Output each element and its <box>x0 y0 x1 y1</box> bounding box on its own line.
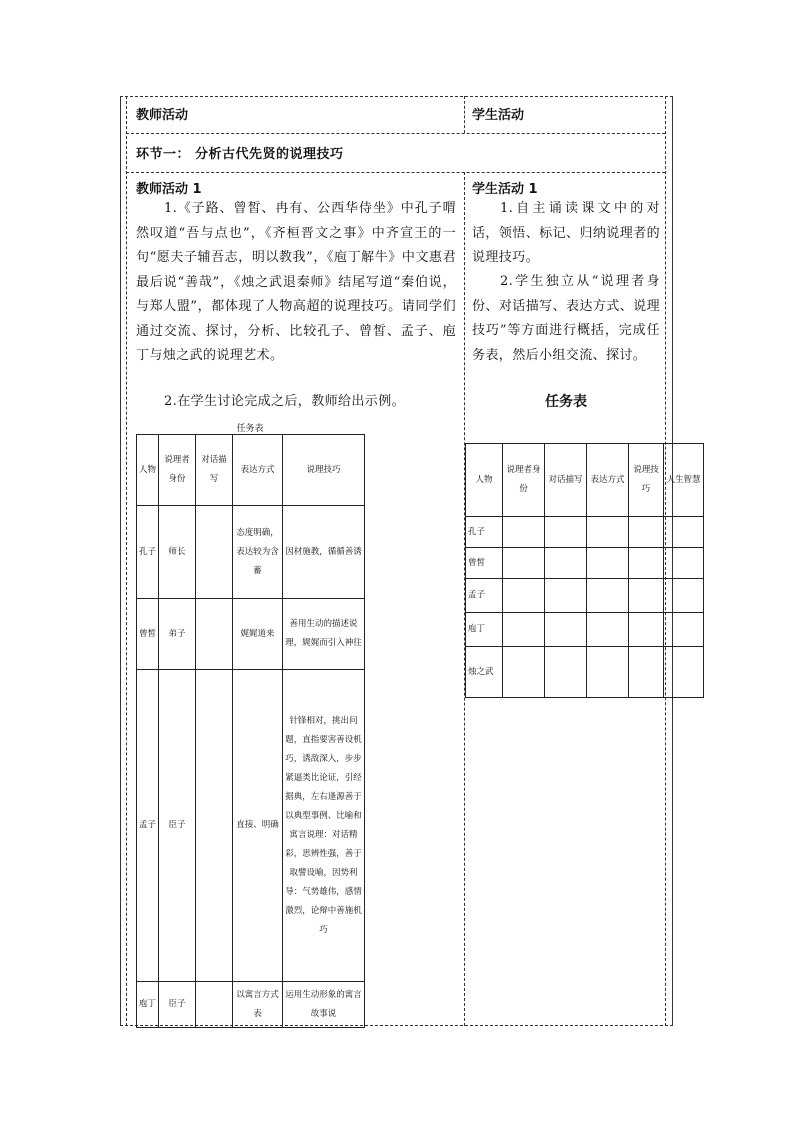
cell-person: 庖丁 <box>137 982 159 1028</box>
student-task-table <box>465 443 704 698</box>
student-table-caption: 任务表 <box>545 394 587 410</box>
blank-cell[interactable] <box>503 613 545 647</box>
th-dialogue: 对话描写 <box>545 444 587 517</box>
blank-cell[interactable] <box>664 647 704 698</box>
cell-dialogue <box>196 599 233 670</box>
th-identity: 说理者身份 <box>159 435 196 506</box>
cell-person: 孟子 <box>137 670 159 982</box>
blank-cell[interactable] <box>587 647 629 698</box>
cell-expression: 娓娓道来 <box>233 599 283 670</box>
blank-cell[interactable] <box>629 613 664 647</box>
th-identity: 说理者身份 <box>503 444 545 517</box>
header-student: 学生活动 <box>472 108 525 123</box>
section-title: 环节一： 分析古代先贤的说理技巧 <box>136 147 344 162</box>
blank-cell[interactable] <box>545 647 587 698</box>
cell-identity: 师长 <box>159 506 196 599</box>
th-person: 人物 <box>137 435 159 506</box>
teacher-table-caption: 任务表 <box>236 424 264 434</box>
cell-dialogue <box>196 982 233 1028</box>
blank-cell[interactable] <box>664 517 704 548</box>
table-row <box>137 506 365 599</box>
th-skill: 说理技巧 <box>629 444 664 517</box>
cell-expression: 以寓言方式表 <box>233 982 283 1028</box>
th-person: 人物 <box>466 444 503 517</box>
teacher-para-1: 1.《子路、曾皙、冉有、公西华侍坐》中孔子喟然叹道“吾与点也”，《齐桓晋文之事》中齐宣王的一句“愿夫子辅吾志，明以教我”，《庖丁解牛》中文惠君最后说“善哉”，《烛之武退秦师》结尾写道“秦伯说，与郑人盟”，都体现了人物高超的说理技巧。请同学们通过交流、探讨，分析、比较孔子、曾皙、孟子、庖丁与烛之武的说理艺术。 <box>136 201 456 363</box>
frame-left-outer <box>120 96 121 1026</box>
cell-identity: 臣子 <box>159 982 196 1028</box>
blank-cell[interactable] <box>587 613 629 647</box>
blank-cell[interactable] <box>545 517 587 548</box>
th-dialogue: 对话描写 <box>196 435 233 506</box>
table-row <box>466 613 704 647</box>
frame-left-inner <box>126 96 127 1026</box>
cell-dialogue <box>196 670 233 982</box>
cell-skill: 因材施教，循循善诱 <box>283 506 365 599</box>
table-row <box>137 982 365 1028</box>
table-row <box>466 647 704 698</box>
header-teacher: 教师活动 <box>136 108 189 123</box>
hline-section-bottom <box>126 172 665 173</box>
student-para-1: 1.自主诵读课文中的对话，领悟、标记、归纳说理者的说理技巧。 <box>472 201 660 265</box>
blank-cell[interactable] <box>503 579 545 613</box>
table-row <box>466 548 704 579</box>
teacher-para-2: 2.在学生讨论完成之后，教师给出示例。 <box>164 394 406 409</box>
cell-person: 孟子 <box>466 579 503 613</box>
table-row <box>466 517 704 548</box>
blank-cell[interactable] <box>587 517 629 548</box>
blank-cell[interactable] <box>545 613 587 647</box>
table-row <box>137 599 365 670</box>
cell-identity: 弟子 <box>159 599 196 670</box>
th-expression: 表达方式 <box>233 435 283 506</box>
blank-cell[interactable] <box>664 548 704 579</box>
teacher-task-table <box>136 434 365 1028</box>
cell-person: 孔子 <box>466 517 503 548</box>
cell-identity: 臣子 <box>159 670 196 982</box>
student-para-2: 2.学生独立从“说理者身份、对话描写、表达方式、说理技巧”等方面进行概括，完成任务表，然后小组交流、探讨。 <box>472 274 660 363</box>
cell-person: 孔子 <box>137 506 159 599</box>
cell-dialogue <box>196 506 233 599</box>
blank-cell[interactable] <box>664 613 704 647</box>
blank-cell[interactable] <box>629 517 664 548</box>
blank-cell[interactable] <box>545 579 587 613</box>
blank-cell[interactable] <box>503 548 545 579</box>
blank-cell[interactable] <box>545 548 587 579</box>
blank-cell[interactable] <box>503 517 545 548</box>
cell-expression: 直接、明确 <box>233 670 283 982</box>
blank-cell[interactable] <box>629 579 664 613</box>
cell-expression: 态度明确，表达较为含蓄 <box>233 506 283 599</box>
cell-skill: 运用生动形象的寓言故事说 <box>283 982 365 1028</box>
cell-person: 曾皙 <box>137 599 159 670</box>
blank-cell[interactable] <box>587 579 629 613</box>
blank-cell[interactable] <box>587 548 629 579</box>
blank-cell[interactable] <box>664 579 704 613</box>
table-row <box>137 670 365 982</box>
teacher-activity-title: 教师活动 1 <box>136 182 202 197</box>
hline-header-bottom <box>126 133 665 134</box>
student-activity-title: 学生活动 1 <box>472 182 538 197</box>
blank-cell[interactable] <box>629 548 664 579</box>
column-divider-top <box>464 96 465 133</box>
cell-person: 曾皙 <box>466 548 503 579</box>
cell-skill: 善用生动的描述说理，娓娓而引入神往 <box>283 599 365 670</box>
table-row <box>466 579 704 613</box>
th-expression: 表达方式 <box>587 444 629 517</box>
th-wisdom: 人生智慧 <box>664 444 704 517</box>
blank-cell[interactable] <box>503 647 545 698</box>
hline-top <box>120 96 673 97</box>
cell-person: 庖丁 <box>466 613 503 647</box>
cell-skill: 针锋相对，挑出问题，直指要害善设机巧，诱敌深入，步步紧逼类比论证，引经据典，左右逢源善于以典型事例、比喻和寓言说理：对话精彩，思辨性强，善于取譬设喻，因势利导：气势雄伟，感情激烈，论辩中善施机巧 <box>283 670 365 982</box>
cell-person: 烛之武 <box>466 647 503 698</box>
blank-cell[interactable] <box>629 647 664 698</box>
th-skill: 说理技巧 <box>283 435 365 506</box>
